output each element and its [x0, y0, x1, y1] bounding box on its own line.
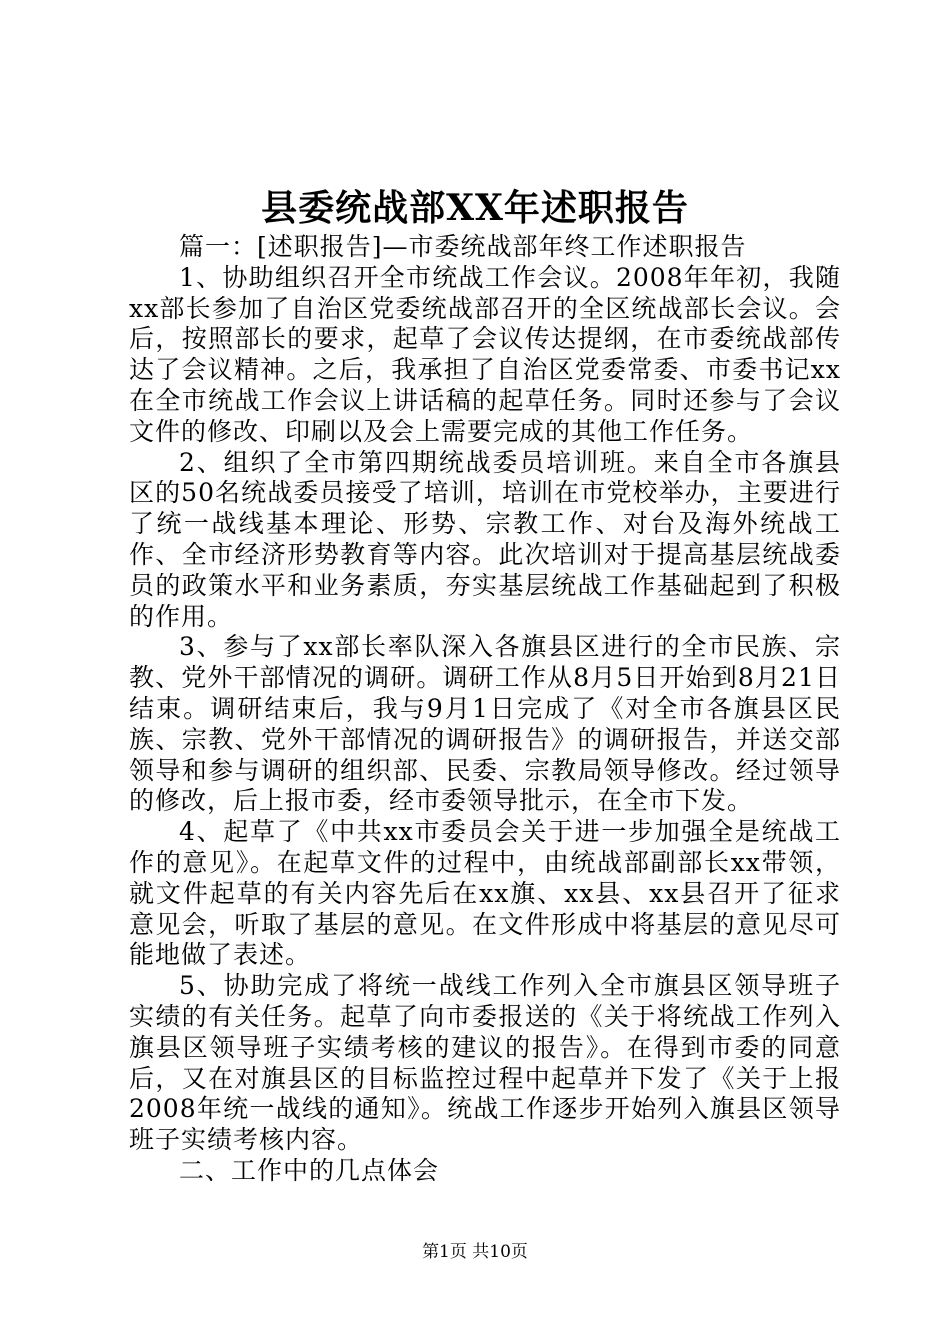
paragraph-item-2: 2、组织了全市第四期统战委员培训班。来自全市各旗县区的50名统战委员接受了培训，培训在市党校举办，主要进行了统一战线基本理论、形势、宗教工作、对台及海外统战工作、全市经济形势教育等内容。此次培训对于提高基层统战委员的政策水平和业务素质，夯实基层统战工作基础起到了积极的作用。	[129, 447, 841, 631]
paragraph-item-1: 1、协助组织召开全市统战工作会议。2008年年初，我随xx部长参加了自治区党委统战部召开的全区统战部长会议。会后，按照部长的要求，起草了会议传达提纲，在市委统战部传达了会议精神。之后，我承担了自治区党委常委、市委书记xx在全市统战工作会议上讲话稿的起草任务。同时还参与了会议文件的修改、印刷以及会上需要完成的其他工作任务。	[129, 262, 841, 446]
section-heading: 篇一：[述职报告]—市委统战部年终工作述职报告	[179, 232, 747, 261]
paragraph-item-3: 3、参与了xx部长率队深入各旗县区进行的全市民族、宗教、党外干部情况的调研。调研工作从8月5日开始到8月21日结束。调研结束后，我与9月1日完成了《对全市各旗县区民族、宗教、党外干部情况的调研报告》的调研报告，并送交部领导和参与调研的组织部、民委、宗教局领导修改。经过领导的修改，后上报市委，经市委领导批示，在全市下发。	[129, 632, 841, 816]
document-body	[129, 232, 841, 1187]
page-number-footer: 第1页 共10页	[422, 1242, 528, 1262]
subsection-heading: 二、工作中的几点体会	[179, 1155, 440, 1185]
paragraph-item-5: 5、协助完成了将统一战线工作列入全市旗县区领导班子实绩的有关任务。起草了向市委报送的《关于将统战工作列入旗县区领导班子实绩考核的建议的报告》。在得到市委的同意后，又在对旗县区的目标监控过程中起草并下发了《关于上报2008年统一战线的通知》。统战工作逐步开始列入旗县区领导班子实绩考核内容。	[129, 971, 841, 1155]
document-title: 县委统战部XX年述职报告	[261, 187, 689, 229]
paragraph-item-4: 4、起草了《中共xx市委员会关于进一步加强全是统战工作的意见》。在起草文件的过程中，由统战部副部长xx带领，就文件起草的有关内容先后在xx旗、xx县、xx县召开了征求意见会，听取了基层的意见。在文件形成中将基层的意见尽可能地做了表述。	[129, 817, 841, 970]
